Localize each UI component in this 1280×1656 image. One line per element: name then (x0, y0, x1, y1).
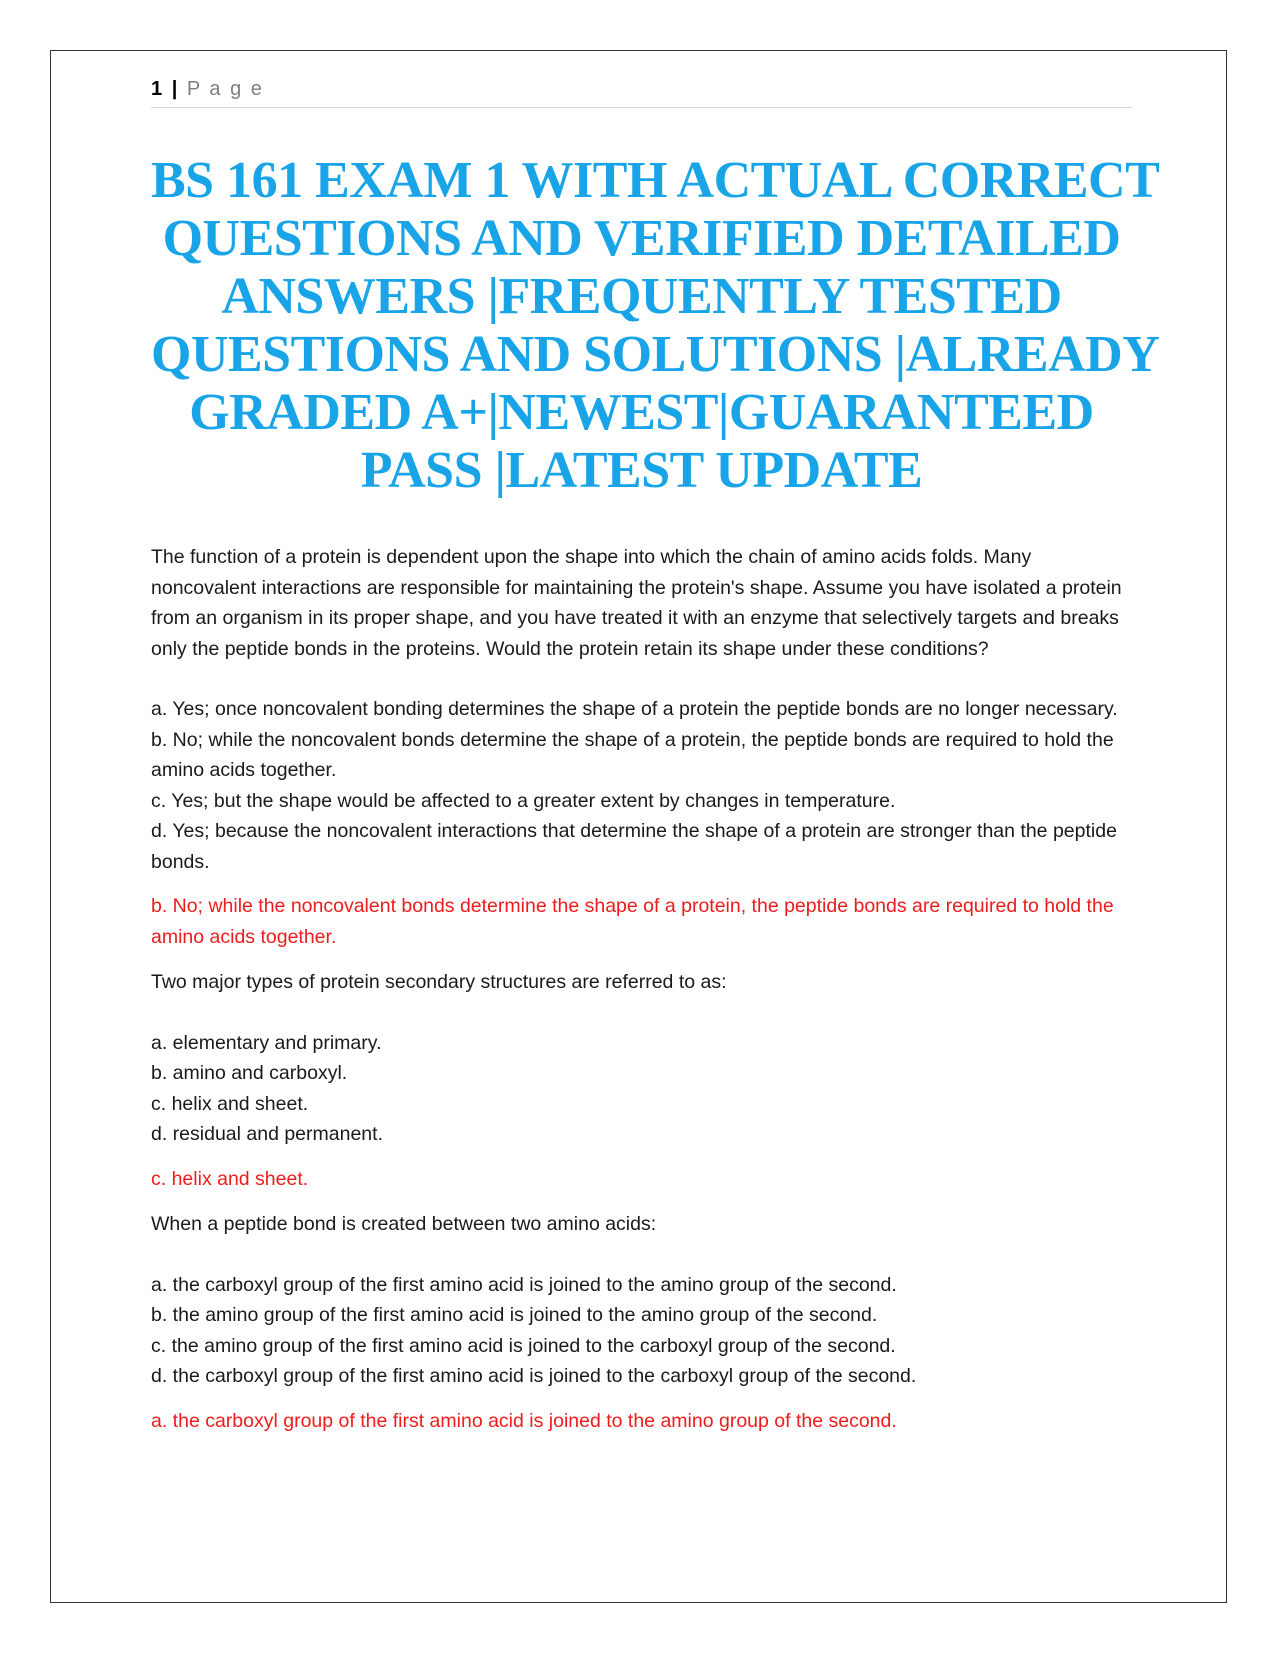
option-b: b. the amino group of the first amino acid is joined to the amino group of the second. (151, 1304, 878, 1326)
title-line: ANSWERS |FREQUENTLY TESTED (221, 268, 1062, 325)
title-line: BS 161 EXAM 1 WITH ACTUAL CORRECT (151, 152, 1160, 209)
title-line: PASS |LATEST UPDATE (360, 442, 923, 499)
option-d: d. residual and permanent. (151, 1123, 383, 1145)
option-a: a. the carboxyl group of the first amino acid is joined to the amino group of the second. (151, 1273, 897, 1296)
page-header (151, 78, 1132, 108)
option-c: c. helix and sheet. (151, 1092, 309, 1115)
question-options (151, 1270, 1132, 1392)
correct-answer: a. the carboxyl group of the first amino acid is joined to the amino group of the second. (151, 1409, 897, 1432)
correct-answer: c. helix and sheet. (151, 1167, 309, 1190)
document-page (151, 78, 1160, 1436)
question-1 (151, 542, 1132, 952)
option-b: b. No; while the noncovalent bonds determine the shape of a protein, the peptide bonds are required to hold the amino acids together. (151, 728, 1114, 781)
option-c: c. Yes; but the shape would be affected to a greater extent by changes in temperature. (151, 789, 896, 812)
title-line: QUESTIONS AND SOLUTIONS |ALREADY (151, 326, 1160, 383)
question-stem: Two major types of protein secondary structures are referred to as: (151, 971, 727, 993)
question-options (151, 694, 1132, 877)
page-label: P a g e (186, 78, 264, 100)
page-number: 1 (151, 78, 165, 100)
option-a: a. elementary and primary. (151, 1031, 382, 1054)
question-2 (151, 967, 1132, 1194)
document-title (151, 152, 1160, 500)
page-separator: | (171, 78, 180, 100)
correct-answer: b. No; while the noncovalent bonds determine the shape of a protein, the peptide bonds are required to hold the amino acids together. (151, 895, 1114, 948)
question-stem: When a peptide bond is created between two amino acids: (151, 1213, 657, 1235)
option-d: d. the carboxyl group of the first amino acid is joined to the carboxyl group of the second. (151, 1365, 917, 1387)
question-options (151, 1028, 1132, 1150)
question-3 (151, 1209, 1132, 1436)
option-b: b. amino and carboxyl. (151, 1062, 348, 1084)
option-a: a. Yes; once noncovalent bonding determines the shape of a protein the peptide bonds are no longer necessary. (151, 698, 1118, 720)
title-line: GRADED A+|NEWEST|GUARANTEED (189, 384, 1094, 441)
question-stem: The function of a protein is dependent upon the shape into which the chain of amino acids folds. Many noncovalent interactions are responsible for maintaining the protein's shape. Assume you have isolated a protein from an organism in its proper shape, and you have treated it with an enzyme that selectively targets and breaks only the peptide bonds in the proteins. Would the protein retain its shape under these conditions? (151, 546, 1122, 660)
option-c: c. the amino group of the first amino acid is joined to the carboxyl group of the second. (151, 1334, 896, 1357)
title-line: QUESTIONS AND VERIFIED DETAILED (162, 210, 1121, 267)
option-d: d. Yes; because the noncovalent interactions that determine the shape of a protein are stronger than the peptide bonds. (151, 820, 1117, 873)
